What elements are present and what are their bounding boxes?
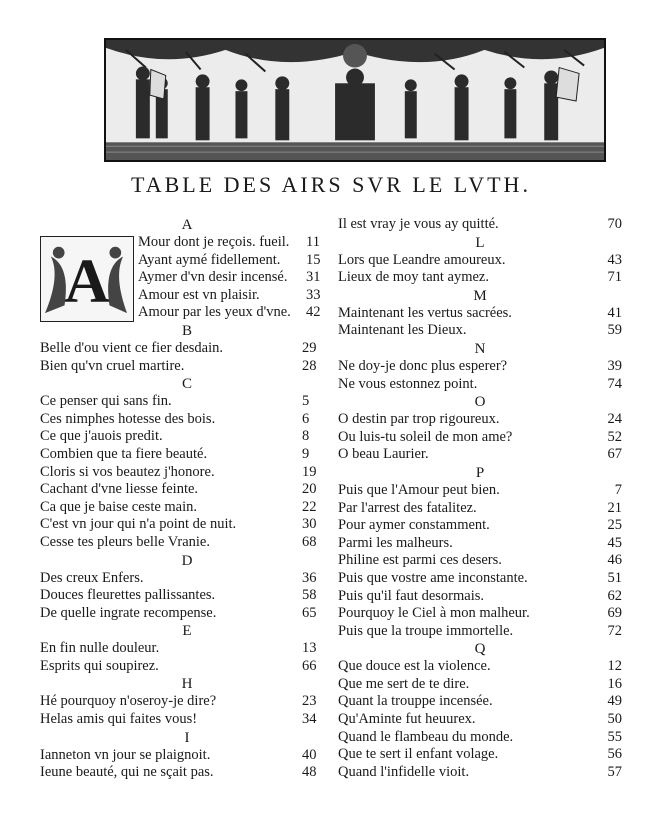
table-entry — [338, 358, 622, 376]
entry-page-number: 33 — [306, 286, 321, 303]
entry-title: Qu'Aminte fut heuurex. — [338, 711, 476, 728]
section-letter: H — [181, 676, 193, 693]
entry-page-number: 59 — [607, 322, 622, 339]
entry-title: Que me sert de te dire. — [338, 675, 470, 692]
entry-page-number: 15 — [306, 251, 321, 268]
left-column — [40, 216, 334, 782]
table-entry — [40, 340, 334, 358]
table-entry — [338, 446, 622, 464]
table-entry — [338, 764, 622, 782]
entry-title: Aymer d'vn desir incensé. — [138, 269, 288, 286]
entry-page-number: 74 — [607, 375, 622, 392]
entry-title: Quant la trouppe incensée. — [338, 693, 493, 710]
entry-title: Pour aymer constamment. — [338, 517, 490, 534]
entry-page-number: 30 — [302, 516, 317, 533]
entry-title: Ieune beauté, qui ne sçait pas. — [40, 764, 214, 781]
section-letter: E — [182, 623, 192, 640]
table-entry — [40, 693, 334, 711]
table-entry — [338, 552, 622, 570]
table-entry — [40, 358, 334, 376]
entry-page-number: 51 — [607, 569, 622, 586]
entry-page-number: 39 — [607, 357, 622, 374]
section-letter: P — [475, 464, 485, 481]
entry-title: Ianneton vn jour se plaignoit. — [40, 746, 211, 763]
entry-page-number: 70 — [607, 216, 622, 232]
entry-title: Ces nimphes hotesse des bois. — [40, 410, 216, 427]
entry-title: Helas amis qui faites vous! — [40, 711, 198, 728]
entry-title: Que te sert il enfant volage. — [338, 746, 499, 763]
entry-title: Maintenant les Dieux. — [338, 322, 467, 339]
entry-page-number: 34 — [302, 711, 317, 728]
section-letter: M — [473, 287, 487, 304]
table-entry — [338, 535, 622, 553]
table-entry — [40, 516, 334, 534]
section-letter: O — [474, 394, 486, 411]
entry-title: O beau Laurier. — [338, 446, 429, 463]
table-entry — [40, 605, 334, 623]
table-entry — [338, 588, 622, 606]
entry-page-number: 56 — [607, 746, 622, 763]
entry-title: Ne doy-je donc plus esperer? — [338, 357, 508, 374]
table-entry — [40, 570, 334, 588]
section-letter: A — [181, 217, 193, 233]
table-entry — [40, 287, 334, 305]
entry-title: Quand l'infidelle vioit. — [338, 763, 470, 780]
entry-page-number: 49 — [607, 693, 622, 710]
entry-title: Esprits qui soupirez. — [40, 657, 159, 674]
entry-page-number: 22 — [302, 498, 317, 515]
section-letter: Q — [474, 641, 486, 658]
entry-page-number: 31 — [306, 269, 321, 286]
entry-page-number: 21 — [607, 499, 622, 516]
table-entry — [338, 658, 622, 676]
entry-title: Par l'arrest des fatalitez. — [338, 499, 477, 516]
entry-title: Ce que j'auois predit. — [40, 428, 163, 445]
table-entry — [40, 764, 334, 782]
table-entry — [338, 376, 622, 394]
entry-title: Puis que vostre ame inconstante. — [338, 569, 528, 586]
section-letter: B — [181, 322, 192, 339]
table-entry — [338, 322, 622, 340]
entry-title: Bien qu'vn cruel martire. — [40, 357, 185, 374]
entry-title: Cloris si vos beautez j'honore. — [40, 463, 215, 480]
entry-title: Ou luis-tu soleil de mon ame? — [338, 428, 513, 445]
entry-page-number: 13 — [302, 640, 317, 657]
entry-page-number: 48 — [302, 764, 317, 781]
section-letter: D — [181, 552, 193, 569]
table-entry — [338, 570, 622, 588]
entry-title: Puis que la troupe immortelle. — [338, 622, 514, 639]
entry-page-number: 36 — [302, 569, 317, 586]
entry-page-number: 11 — [306, 234, 320, 250]
table-entry — [338, 411, 622, 429]
entry-title: Que douce est la violence. — [338, 658, 491, 675]
table-entry — [338, 693, 622, 711]
entry-page-number: 8 — [302, 428, 310, 445]
table-entry — [338, 711, 622, 729]
table-entry — [40, 747, 334, 765]
entry-page-number: 57 — [607, 763, 622, 780]
entry-title: Lieux de moy tant aymez. — [338, 269, 489, 286]
entry-page-number: 72 — [607, 622, 622, 639]
entry-title: Maintenant les vertus sacrées. — [338, 304, 512, 321]
right-column — [338, 216, 622, 781]
entry-page-number: 66 — [302, 657, 317, 674]
entry-title: O destin par trop rigoureux. — [338, 411, 500, 428]
table-entry — [40, 411, 334, 429]
section-letter: C — [181, 376, 192, 393]
table-entry — [40, 446, 334, 464]
table-entry — [40, 587, 334, 605]
entry-title: Ca que je baise ceste main. — [40, 498, 198, 515]
entry-page-number: 50 — [607, 711, 622, 728]
entry-title: Puis qu'il faut desormais. — [338, 587, 484, 604]
table-entry — [40, 464, 334, 482]
page-title: TABLE DES AIRS SVR LE LVTH. — [131, 172, 531, 197]
entry-page-number: 29 — [302, 339, 317, 356]
entry-page-number: 68 — [302, 533, 317, 550]
table-entry — [338, 269, 622, 287]
entry-page-number: 23 — [302, 693, 317, 710]
table-entry — [40, 640, 334, 658]
section-letter: I — [184, 729, 190, 746]
entry-page-number: 25 — [607, 517, 622, 534]
entry-title: Philine est parmi ces desers. — [338, 552, 502, 569]
entry-title: Belle d'ou vient ce fier desdain. — [40, 339, 223, 356]
entry-title: Lors que Leandre amoureux. — [338, 251, 506, 268]
entry-page-number: 12 — [607, 658, 622, 675]
table-entry — [40, 252, 334, 270]
entry-title: Cachant d'vne liesse feinte. — [40, 481, 199, 498]
table-entry — [338, 252, 622, 270]
entry-page-number: 5 — [302, 393, 310, 410]
entry-page-number: 71 — [607, 269, 622, 286]
entry-page-number: 16 — [607, 675, 622, 692]
table-entry — [338, 517, 622, 535]
table-entry — [338, 216, 622, 234]
table-entry — [40, 658, 334, 676]
entry-title: Ce penser qui sans fin. — [40, 393, 172, 410]
table-entry — [40, 711, 334, 729]
entry-page-number: 24 — [607, 411, 622, 428]
entry-page-number: 28 — [302, 357, 317, 374]
table-entry — [40, 234, 334, 252]
woodcut-illustration — [104, 38, 606, 162]
entry-page-number: 46 — [607, 552, 622, 569]
table-entry — [40, 428, 334, 446]
table-entry — [40, 534, 334, 552]
entry-page-number: 62 — [607, 587, 622, 604]
entry-page-number: 42 — [306, 304, 321, 321]
entry-page-number: 69 — [607, 605, 622, 622]
entry-page-number: 7 — [614, 481, 622, 498]
entry-page-number: 41 — [607, 304, 622, 321]
table-entry — [338, 623, 622, 641]
entry-title: Ayant aymé fidellement. — [138, 251, 281, 268]
entry-page-number: 52 — [607, 428, 622, 445]
entry-title: Mour dont je reçois. fueil. — [138, 234, 290, 250]
entry-page-number: 43 — [607, 251, 622, 268]
table-entry — [40, 269, 334, 287]
entry-page-number: 55 — [607, 728, 622, 745]
entry-title: En fin nulle douleur. — [40, 640, 160, 657]
table-entry — [338, 676, 622, 694]
entry-page-number: 58 — [302, 587, 317, 604]
entry-title: De quelle ingrate recompense. — [40, 604, 217, 621]
table-entry — [40, 499, 334, 517]
entry-page-number: 20 — [302, 481, 317, 498]
entry-title: Combien que ta fiere beauté. — [40, 445, 208, 462]
entry-title: C'est vn jour qui n'a point de nuit. — [40, 516, 237, 533]
entry-title: Douces fleurettes pallissantes. — [40, 587, 216, 604]
entry-page-number: 65 — [302, 604, 317, 621]
entry-page-number: 6 — [302, 410, 310, 427]
entry-title: Cesse tes pleurs belle Vranie. — [40, 533, 210, 550]
table-entry — [40, 304, 334, 322]
section-letter: L — [475, 234, 485, 251]
table-entry — [338, 729, 622, 747]
section-letter: N — [474, 340, 486, 357]
table-entry — [338, 500, 622, 518]
entry-page-number: 45 — [607, 534, 622, 551]
entry-title: Quand le flambeau du monde. — [338, 728, 514, 745]
entry-page-number: 67 — [607, 446, 622, 463]
table-entry — [338, 429, 622, 447]
table-entry — [338, 746, 622, 764]
table-entry — [40, 481, 334, 499]
entry-page-number: 19 — [302, 463, 317, 480]
table-entry — [338, 605, 622, 623]
dropcap-letter-text: A — [64, 245, 110, 316]
entry-title: Puis que l'Amour peut bien. — [338, 481, 500, 498]
woodcut-scene-image — [106, 40, 604, 160]
entry-title: Amour est vn plaisir. — [138, 286, 260, 303]
table-entry — [338, 482, 622, 500]
table-entry — [338, 305, 622, 323]
entry-page-number: 40 — [302, 746, 317, 763]
entry-title: Des creux Enfers. — [40, 569, 144, 586]
entry-title: Amour par les yeux d'vne. — [138, 304, 291, 321]
table-entry — [40, 393, 334, 411]
entry-title: Ne vous estonnez point. — [338, 375, 478, 392]
entry-title: Hé pourquoy n'oseroy-je dire? — [40, 693, 217, 710]
entry-title: Pourquoy le Ciel à mon malheur. — [338, 605, 530, 622]
entry-title: Parmi les malheurs. — [338, 534, 453, 551]
entry-page-number: 9 — [302, 445, 310, 462]
entry-title: Il est vray je vous ay quitté. — [338, 216, 499, 232]
